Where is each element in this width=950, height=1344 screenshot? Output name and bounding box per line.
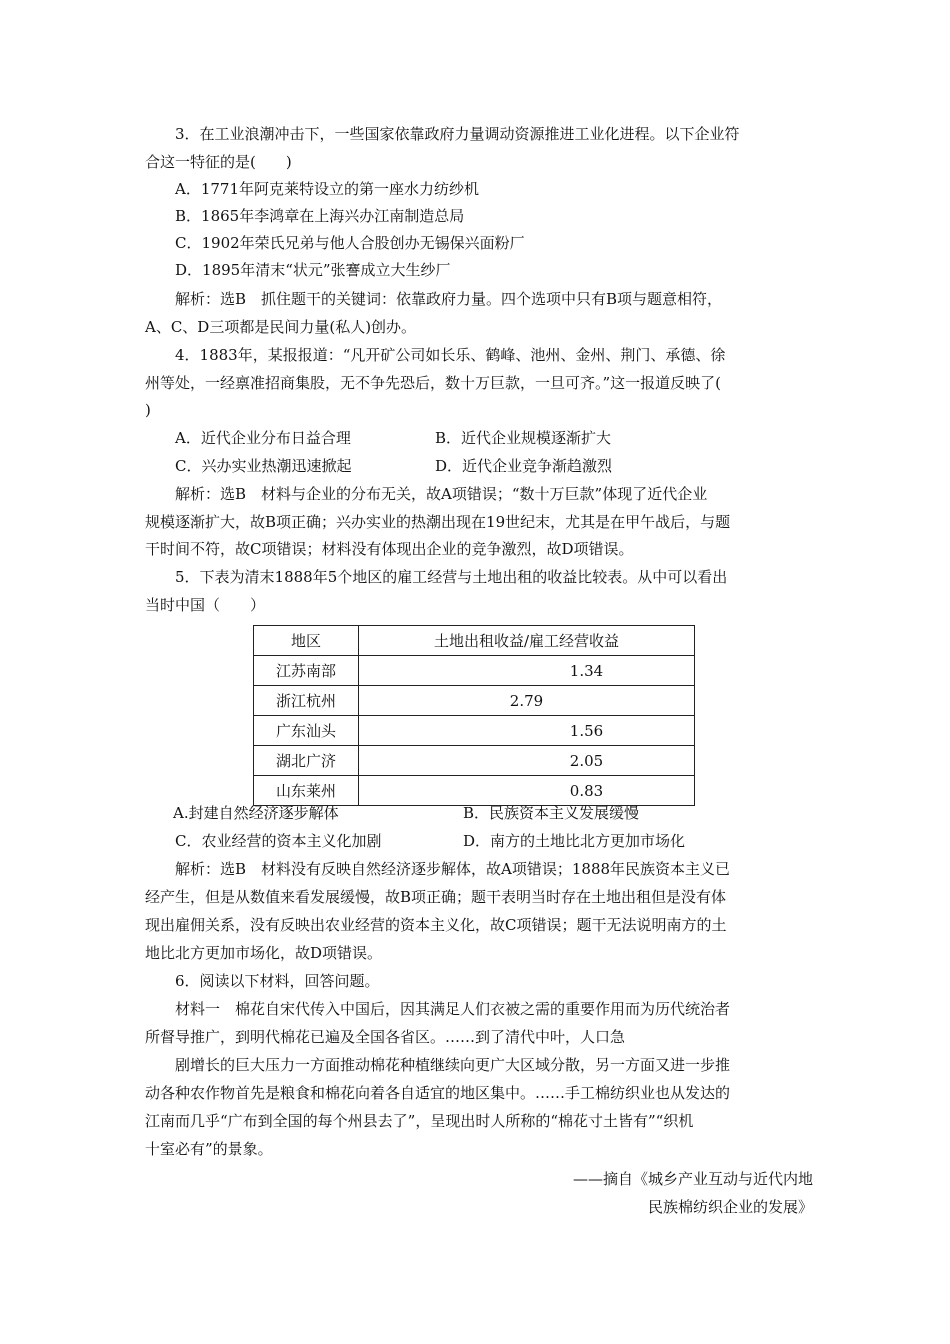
q4-option-a: A．近代企业分布日益合理 bbox=[175, 429, 351, 447]
table-row bbox=[254, 776, 695, 806]
q4-analysis-line-1: 解析：选B 材料与企业的分布无关，故A项错误；“数十万巨款”体现了近代企业 bbox=[175, 485, 708, 503]
table-cell-region: 浙江杭州 bbox=[254, 686, 359, 716]
q5-option-c: C．农业经营的资本主义化加剧 bbox=[175, 832, 382, 850]
q3-stem-line-1: 3．在工业浪潮冲击下，一些国家依靠政府力量调动资源推进工业化进程。以下企业符 bbox=[175, 125, 740, 143]
q5-options-row-2 bbox=[175, 831, 686, 851]
table-cell-region: 山东莱州 bbox=[254, 776, 359, 806]
q3-option-b: B．1865年李鸿章在上海兴办江南制造总局 bbox=[175, 207, 465, 225]
q5-stem-line-1: 5．下表为清末1888年5个地区的雇工经营与土地出租的收益比较表。从中可以看出 bbox=[175, 568, 728, 586]
q5-stem-line-2: 当时中国（ ） bbox=[145, 596, 266, 614]
q6-material-line-2: 所督导推广，到明代棉花已遍及全国各省区。……到了清代中叶，人口急 bbox=[145, 1028, 626, 1046]
table-row bbox=[254, 686, 695, 716]
q5-data-table bbox=[253, 625, 695, 806]
table-cell-value: 1.34 bbox=[359, 656, 695, 686]
q6-material-line-3: 剧增长的巨大压力一方面推动棉花种植继续向更广大区域分散，另一方面又进一步推 bbox=[175, 1056, 731, 1074]
q5-option-b: B．民族资本主义发展缓慢 bbox=[463, 804, 640, 822]
q4-options-row-1 bbox=[175, 428, 612, 448]
q3-stem-line-2: 合这一特征的是( ) bbox=[145, 153, 292, 171]
table-header-row bbox=[254, 626, 695, 656]
table-cell-value: 2.79 bbox=[359, 686, 695, 716]
table-cell-value: 2.05 bbox=[359, 746, 695, 776]
q5-analysis-line-3: 现出雇佣关系，没有反映出农业经营的资本主义化，故C项错误；题干无法说明南方的土 bbox=[145, 916, 727, 934]
q5-analysis-line-4: 地比北方更加市场化，故D项错误。 bbox=[145, 944, 383, 962]
q3-option-d: D．1895年清末“状元”张謇成立大生纱厂 bbox=[175, 261, 451, 279]
table-row bbox=[254, 656, 695, 686]
table-cell-region: 江苏南部 bbox=[254, 656, 359, 686]
table-row bbox=[254, 746, 695, 776]
q4-stem-line-2: 州等处，一经禀准招商集股，无不争先恐后，数十万巨款，一旦可齐。”这一报道反映了( bbox=[145, 374, 722, 392]
q5-analysis-line-2: 经产生，但是从数值来看发展缓慢，故B项正确；题干表明当时存在土地出租但是没有体 bbox=[145, 888, 727, 906]
q4-stem-line-1: 4．1883年，某报报道：“凡开矿公司如长乐、鹤峰、池州、金州、荆门、承德、徐 bbox=[175, 346, 726, 364]
q4-analysis-line-2: 规模逐渐扩大，故B项正确；兴办实业的热潮出现在19世纪末，尤其是在甲午战后，与题 bbox=[145, 513, 731, 531]
table-cell-value: 0.83 bbox=[359, 776, 695, 806]
table-header-region: 地区 bbox=[254, 626, 359, 656]
q5-option-d: D．南方的土地比北方更加市场化 bbox=[463, 832, 686, 850]
q4-analysis-line-3: 干时间不符，故C项错误；材料没有体现出企业的竞争激烈，故D项错误。 bbox=[145, 540, 634, 558]
q6-stem: 6．阅读以下材料，回答问题。 bbox=[175, 972, 380, 990]
q5-options-row-1 bbox=[173, 803, 640, 823]
q3-analysis-line-1: 解析：选B 抓住题干的关键词：依靠政府力量。四个选项中只有B项与题意相符， bbox=[175, 290, 723, 308]
q6-source-line-1: ——摘自《城乡产业互动与近代内地 bbox=[572, 1170, 813, 1188]
q6-material-line-5: 江南而几乎“广布到全国的每个州县去了”，呈现出时人所称的“棉花寸土皆有”“织机 bbox=[145, 1112, 694, 1130]
q5-option-a: A.封建自然经济逐步解体 bbox=[173, 804, 339, 822]
q3-option-c: C．1902年荣氏兄弟与他人合股创办无锡保兴面粉厂 bbox=[175, 234, 525, 252]
q6-material-line-1: 材料一 棉花自宋代传入中国后，因其满足人们衣被之需的重要作用而为历代统治者 bbox=[175, 1000, 731, 1018]
q4-option-d: D．近代企业竞争渐趋激烈 bbox=[435, 457, 613, 475]
table-cell-value: 1.56 bbox=[359, 716, 695, 746]
table-header-ratio: 土地出租收益/雇工经营收益 bbox=[359, 626, 695, 656]
q4-option-b: B．近代企业规模逐渐扩大 bbox=[435, 429, 612, 447]
q6-material-line-4: 动各种农作物首先是粮食和棉花向着各自适宜的地区集中。……手工棉纺织业也从发达的 bbox=[145, 1084, 731, 1102]
q5-analysis-line-1: 解析：选B 材料没有反映自然经济逐步解体，故A项错误；1888年民族资本主义已 bbox=[175, 860, 731, 878]
table-cell-region: 广东汕头 bbox=[254, 716, 359, 746]
q4-stem-line-3: ) bbox=[145, 401, 151, 419]
table-cell-region: 湖北广济 bbox=[254, 746, 359, 776]
q6-material-line-6: 十室必有”的景象。 bbox=[145, 1140, 273, 1158]
q6-source-line-2: 民族棉纺织企业的发展》 bbox=[647, 1198, 813, 1216]
q4-options-row-2 bbox=[175, 456, 613, 476]
table-row bbox=[254, 716, 695, 746]
q3-option-a: A．1771年阿克莱特设立的第一座水力纺纱机 bbox=[175, 180, 480, 198]
q3-analysis-line-2: A、C、D三项都是民间力量(私人)创办。 bbox=[145, 318, 417, 336]
q4-option-c: C．兴办实业热潮迅速掀起 bbox=[175, 457, 352, 475]
